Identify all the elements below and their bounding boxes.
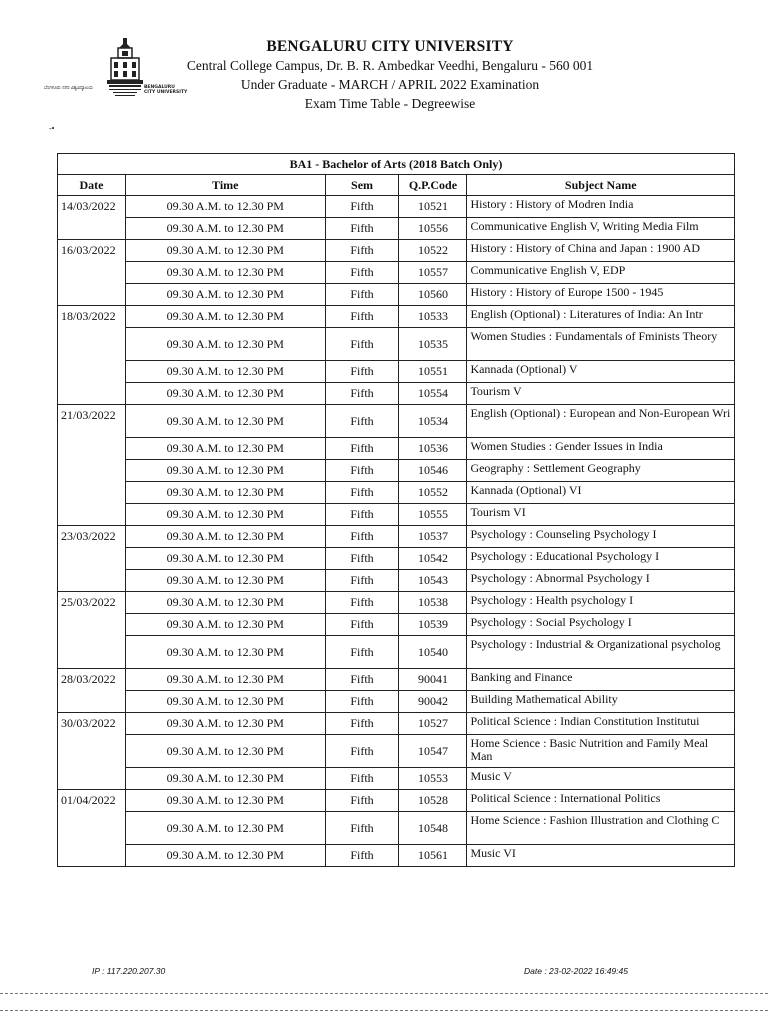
sem-cell: Fifth [325,790,399,812]
sem-cell: Fifth [325,482,399,504]
sem-cell: Fifth [325,504,399,526]
subject-cell: Psychology : Social Psychology I [467,614,735,636]
table-row [58,691,735,713]
column-header-subject: Subject Name [467,175,735,196]
sem-cell: Fifth [325,262,399,284]
column-header-sem: Sem [325,175,399,196]
subject-cell: History : History of Modren India [467,196,735,218]
sem-cell: Fifth [325,548,399,570]
time-cell: 09.30 A.M. to 12.30 PM [125,592,325,614]
time-cell: 09.30 A.M. to 12.30 PM [125,284,325,306]
qp-code-cell: 10533 [399,306,467,328]
qp-code-cell: 10547 [399,735,467,768]
university-emblem-icon [105,38,145,100]
table-row [58,328,735,361]
university-name: BENGALURU CITY UNIVERSITY [266,38,514,55]
exam-date-cell: 01/04/2022 [58,790,126,867]
logo-english-line-2: CITY UNIVERSITY [144,90,188,95]
time-cell: 09.30 A.M. to 12.30 PM [125,614,325,636]
qp-code-cell: 10561 [399,845,467,867]
time-cell: 09.30 A.M. to 12.30 PM [125,361,325,383]
subject-cell: Psychology : Abnormal Psychology I [467,570,735,592]
qp-code-cell: 10535 [399,328,467,361]
table-row [58,240,735,262]
subject-cell: Music VI [467,845,735,867]
qp-code-cell: 10522 [399,240,467,262]
subject-cell: Banking and Finance [467,669,735,691]
table-row [58,735,735,768]
time-cell: 09.30 A.M. to 12.30 PM [125,460,325,482]
sem-cell: Fifth [325,570,399,592]
subject-cell: Political Science : Indian Constitution Institutui [467,713,735,735]
sem-cell: Fifth [325,735,399,768]
document-header [0,0,768,140]
table-row [58,790,735,812]
table-row [58,196,735,218]
footer-rule [0,993,768,994]
sem-cell: Fifth [325,328,399,361]
time-cell: 09.30 A.M. to 12.30 PM [125,548,325,570]
sem-cell: Fifth [325,405,399,438]
sem-cell: Fifth [325,614,399,636]
qp-code-cell: 10542 [399,548,467,570]
qp-code-cell: 10534 [399,405,467,438]
exam-date-cell: 23/03/2022 [58,526,126,592]
table-row [58,548,735,570]
timetable-subtitle: Exam Time Table - Degreewise [304,96,476,111]
table-row [58,812,735,845]
table-row [58,383,735,405]
footer-ip: IP : 117.220.207.30 [92,966,166,976]
qp-code-cell: 10557 [399,262,467,284]
qp-code-cell: 10540 [399,636,467,669]
time-cell: 09.30 A.M. to 12.30 PM [125,504,325,526]
time-cell: 09.30 A.M. to 12.30 PM [125,383,325,405]
qp-code-cell: 10555 [399,504,467,526]
time-cell: 09.30 A.M. to 12.30 PM [125,845,325,867]
sem-cell: Fifth [325,669,399,691]
qp-code-cell: 10554 [399,383,467,405]
time-cell: 09.30 A.M. to 12.30 PM [125,196,325,218]
subject-cell: Psychology : Educational Psychology I [467,548,735,570]
table-row [58,460,735,482]
subject-cell: Psychology : Counseling Psychology I [467,526,735,548]
exam-date-cell: 25/03/2022 [58,592,126,669]
qp-code-cell: 10528 [399,790,467,812]
qp-code-cell: 10546 [399,460,467,482]
sem-cell: Fifth [325,691,399,713]
sem-cell: Fifth [325,636,399,669]
table-header-row [58,175,735,196]
column-header-time: Time [125,175,325,196]
qp-code-cell: 10539 [399,614,467,636]
subject-cell: Communicative English V, Writing Media Film [467,218,735,240]
sem-cell: Fifth [325,438,399,460]
table-row [58,526,735,548]
time-cell: 09.30 A.M. to 12.30 PM [125,262,325,284]
table-row [58,405,735,438]
subject-cell: Psychology : Health psychology I [467,592,735,614]
table-title: BA1 - Bachelor of Arts (2018 Batch Only) [58,154,735,175]
subject-cell: English (Optional) : European and Non-European Wri [467,405,735,438]
qp-code-cell: 10553 [399,768,467,790]
exam-date-cell: 18/03/2022 [58,306,126,405]
time-cell: 09.30 A.M. to 12.30 PM [125,482,325,504]
exam-date-cell: 28/03/2022 [58,669,126,713]
subject-cell: Women Studies : Gender Issues in India [467,438,735,460]
subject-cell: Geography : Settlement Geography [467,460,735,482]
table-row [58,284,735,306]
sem-cell: Fifth [325,845,399,867]
subject-cell: History : History of China and Japan : 1900 AD [467,240,735,262]
time-cell: 09.30 A.M. to 12.30 PM [125,735,325,768]
qp-code-cell: 10536 [399,438,467,460]
exam-date-cell: 14/03/2022 [58,196,126,240]
qp-code-cell: 10551 [399,361,467,383]
time-cell: 09.30 A.M. to 12.30 PM [125,691,325,713]
subject-cell: Tourism VI [467,504,735,526]
table-row [58,262,735,284]
time-cell: 09.30 A.M. to 12.30 PM [125,713,325,735]
table-row [58,306,735,328]
logo-kannada-text: ಬೆಂಗಳೂರು ನಗರ ವಿಶ್ವವಿದ್ಯಾಲಯ [44,86,93,91]
table-row [58,592,735,614]
sem-cell: Fifth [325,361,399,383]
table-title-row [58,154,735,175]
sem-cell: Fifth [325,460,399,482]
qp-code-cell: 10560 [399,284,467,306]
time-cell: 09.30 A.M. to 12.30 PM [125,768,325,790]
table-body [58,196,735,867]
sem-cell: Fifth [325,768,399,790]
subject-cell: Psychology : Industrial & Organizational psycholog [467,636,735,669]
time-cell: 09.30 A.M. to 12.30 PM [125,526,325,548]
qp-code-cell: 10552 [399,482,467,504]
subject-cell: Home Science : Fashion Illustration and Clothing C [467,812,735,845]
sem-cell: Fifth [325,284,399,306]
subject-cell: Political Science : International Politics [467,790,735,812]
time-cell: 09.30 A.M. to 12.30 PM [125,669,325,691]
time-cell: 09.30 A.M. to 12.30 PM [125,636,325,669]
sem-cell: Fifth [325,526,399,548]
table-row [58,438,735,460]
sem-cell: Fifth [325,240,399,262]
table-row [58,504,735,526]
qp-code-cell: 90042 [399,691,467,713]
table-row [58,845,735,867]
column-header-date: Date [58,175,126,196]
footer-date: Date : 23-02-2022 16:49:45 [524,966,628,976]
table-row [58,669,735,691]
qp-code-cell: 10537 [399,526,467,548]
subject-cell: History : History of Europe 1500 - 1945 [467,284,735,306]
sem-cell: Fifth [325,306,399,328]
time-cell: 09.30 A.M. to 12.30 PM [125,218,325,240]
qp-code-cell: 10556 [399,218,467,240]
sem-cell: Fifth [325,383,399,405]
subject-cell: Kannada (Optional) VI [467,482,735,504]
subject-cell: Tourism V [467,383,735,405]
sem-cell: Fifth [325,196,399,218]
qp-code-cell: 10521 [399,196,467,218]
time-cell: 09.30 A.M. to 12.30 PM [125,438,325,460]
subject-cell: English (Optional) : Literatures of India: An Intr [467,306,735,328]
time-cell: 09.30 A.M. to 12.30 PM [125,570,325,592]
table-row [58,482,735,504]
column-header-qp-code: Q.P.Code [399,175,467,196]
subject-cell: Home Science : Basic Nutrition and Family Meal Man [467,735,735,768]
time-cell: 09.30 A.M. to 12.30 PM [125,812,325,845]
qp-code-cell: 90041 [399,669,467,691]
subject-cell: Communicative English V, EDP [467,262,735,284]
table-row [58,713,735,735]
sem-cell: Fifth [325,592,399,614]
table-row [58,768,735,790]
table-row [58,614,735,636]
exam-timetable [57,153,735,867]
qp-code-cell: 10543 [399,570,467,592]
table-row [58,218,735,240]
sem-cell: Fifth [325,812,399,845]
table-row [58,636,735,669]
time-cell: 09.30 A.M. to 12.30 PM [125,405,325,438]
table-row [58,570,735,592]
time-cell: 09.30 A.M. to 12.30 PM [125,240,325,262]
subject-cell: Women Studies : Fundamentals of Fminists Theory [467,328,735,361]
table-row [58,361,735,383]
exam-date-cell: 30/03/2022 [58,713,126,790]
qp-code-cell: 10548 [399,812,467,845]
time-cell: 09.30 A.M. to 12.30 PM [125,790,325,812]
subject-cell: Building Mathematical Ability [467,691,735,713]
subject-cell: Music V [467,768,735,790]
time-cell: 09.30 A.M. to 12.30 PM [125,306,325,328]
subject-cell: Kannada (Optional) V [467,361,735,383]
sem-cell: Fifth [325,218,399,240]
qp-code-cell: 10538 [399,592,467,614]
qp-code-cell: 10527 [399,713,467,735]
sem-cell: Fifth [325,713,399,735]
footer-rule [0,1010,768,1011]
scan-mark: -• [49,124,55,133]
exam-date-cell: 16/03/2022 [58,240,126,306]
exam-date-cell: 21/03/2022 [58,405,126,526]
time-cell: 09.30 A.M. to 12.30 PM [125,328,325,361]
logo-english-line-1: BENGALURU [144,85,175,90]
university-address: Central College Campus, Dr. B. R. Ambedkar Veedhi, Bengaluru - 560 001 [186,58,594,73]
exam-title: Under Graduate - MARCH / APRIL 2022 Examination [240,77,540,92]
